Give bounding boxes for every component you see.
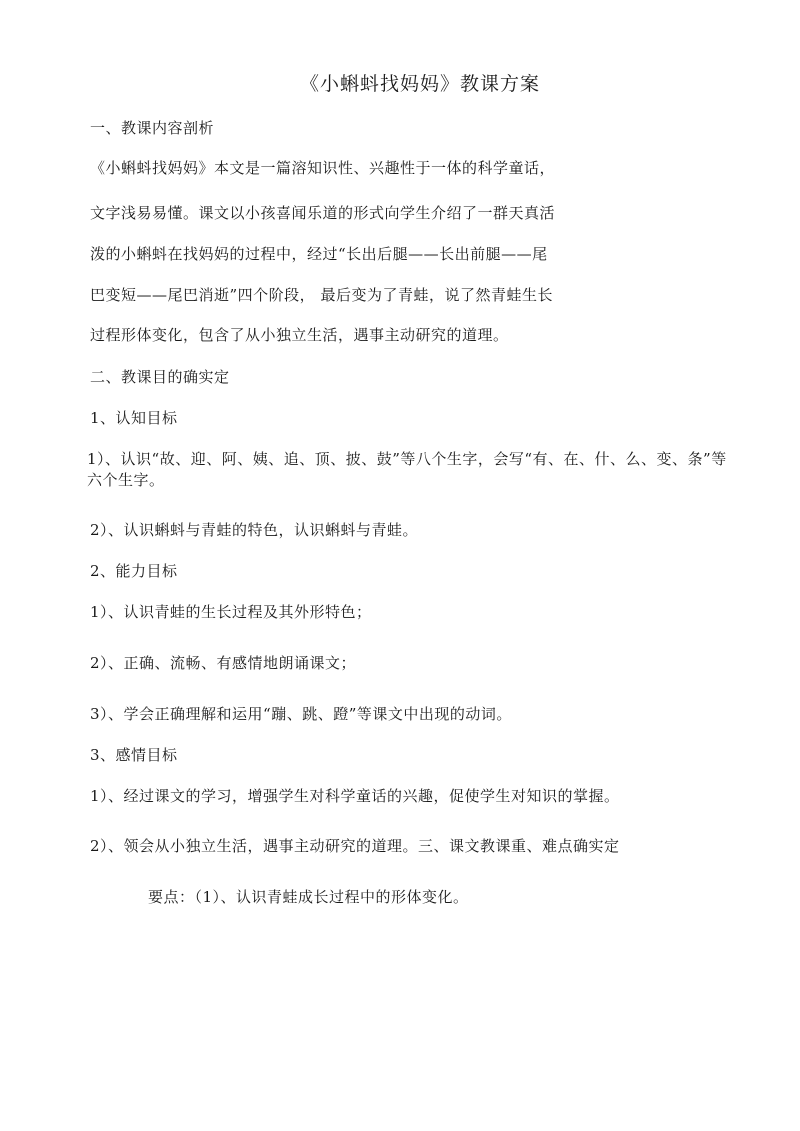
cognitive-item: 1）、认识“故、迎、阿、姨、追、顶、披、鼓”等八个生字，会写“有、在、什、么、变、条”等六个生字。 [87, 450, 727, 489]
cognitive-item: 2）、认识蝌蚪与青蛙的特色，认识蝌蚪与青蛙。 [90, 521, 419, 539]
paragraph-line: 过程形体变化，包含了从小独立生活，遇事主动研究的道理。 [90, 326, 509, 344]
emotion-item: 1）、经过课文的学习，增强学生对科学童话的兴趣，促使学生对知识的掌握。 [90, 787, 620, 805]
paragraph-line: 泼的小蝌蚪在找妈妈的过程中，经过“长出后腿——长出前腿——尾 [90, 245, 548, 263]
subheading-cognitive: 1、认知目标 [90, 409, 178, 427]
ability-item: 2）、正确、流畅、有感情地朗诵课文； [90, 654, 357, 672]
paragraph-line: 巴变短——尾巴消逝”四个阶段， 最后变为了青蛙，说了然青蛙生长 [90, 286, 553, 304]
emotion-item: 2）、领会从小独立生活，遇事主动研究的道理。三、课文教课重、难点确实定 [90, 837, 620, 855]
paragraph-line: 文字浅易易懂。课文以小孩喜闻乐道的形式向学生介绍了一群天真活 [90, 204, 556, 222]
paragraph-line: 《小蝌蚪找妈妈》本文是一篇溶知识性、兴趣性于一体的科学童话， [90, 159, 556, 177]
section-heading-objectives: 二、教课目的确实定 [90, 368, 230, 386]
ability-item: 3）、学会正确理解和运用“蹦、跳、蹬”等课文中出现的动词。 [90, 705, 512, 723]
subheading-emotion: 3、感情目标 [90, 746, 178, 764]
key-point: 要点：（1）、认识青蛙成长过程中的形体变化。 [148, 888, 469, 906]
ability-item: 1）、认识青蛙的生长过程及其外形特色； [90, 603, 372, 621]
section-heading-content-analysis: 一、教课内容剖析 [90, 119, 215, 137]
subheading-ability: 2、能力目标 [90, 562, 178, 580]
document-title: 《小蝌蚪找妈妈》教课方案 [300, 73, 541, 95]
